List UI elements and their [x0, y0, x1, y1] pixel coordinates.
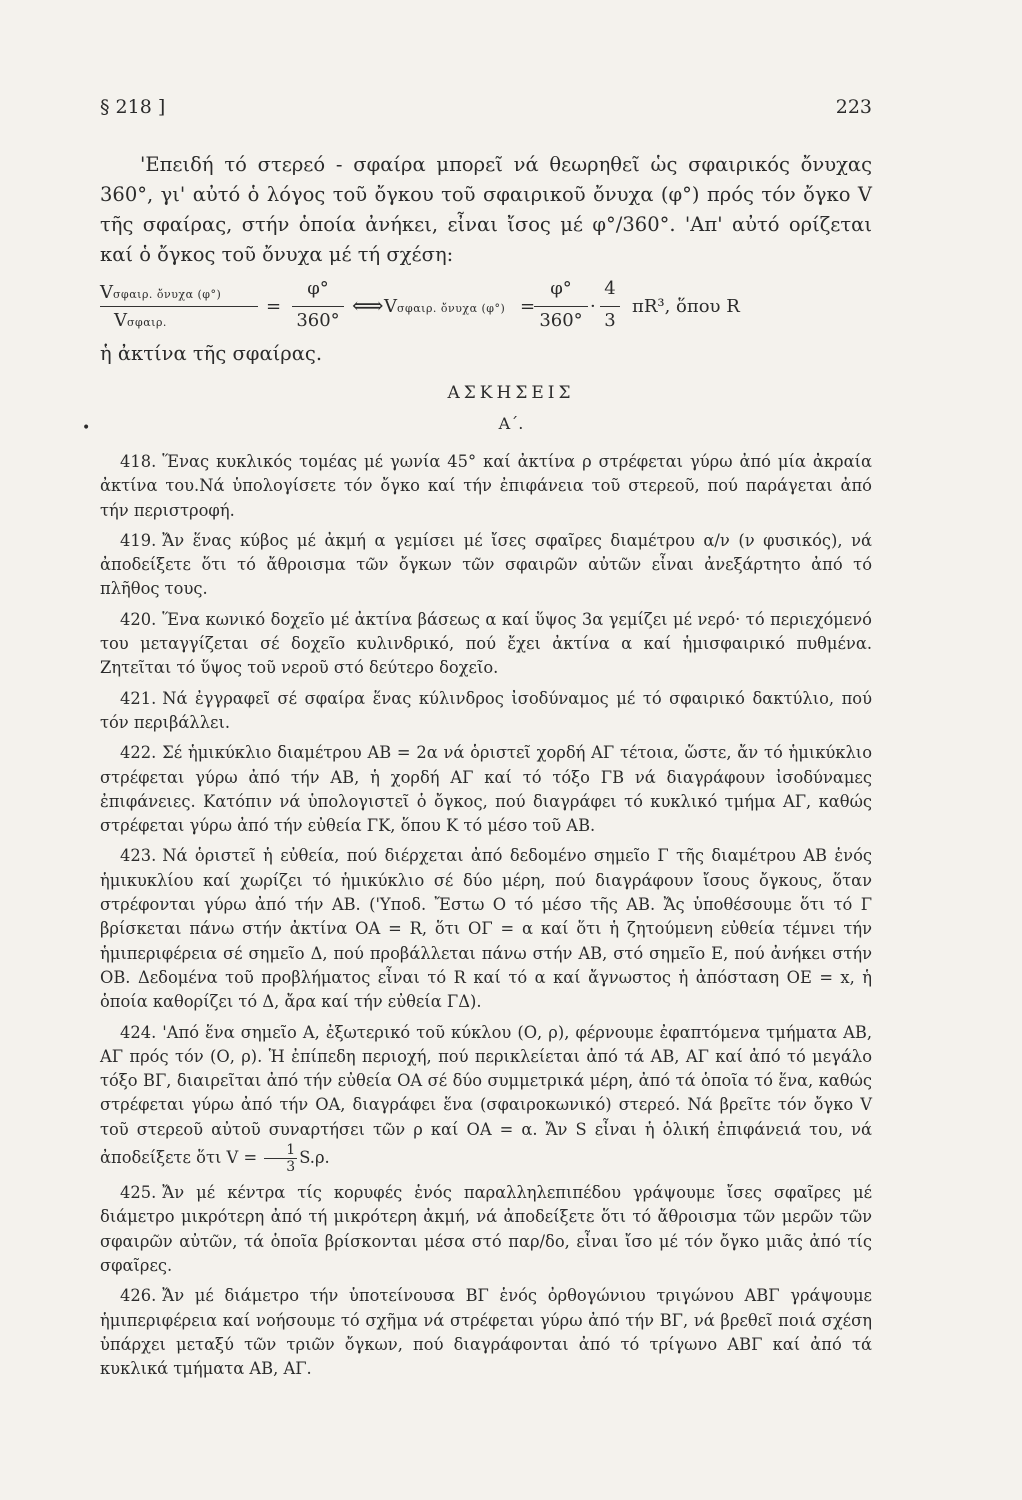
exercise-text: Ἄν μέ κέντρα τίς κορυφές ἑνός παραλληλεπιπέδου γράψουμε ἴσες σφαῖρες μέ διάμετρο μικρότερη ἀπό τή μικρότερη ἀκμή, νά ἀποδείξετε ὅτι τό ἄθροισμα τῶν μερῶν τῶν σφαιρῶν αὐτῶν, τά ὁποῖα βρίσκονται μέσα στό παρ/δο, εἶναι ἴσο μέ τόν ὄγκο μιᾶς ἀπό τίς σφαῖρες. [100, 1183, 872, 1275]
equals-sign: = [266, 296, 282, 317]
exercise-424 [100, 1021, 872, 1175]
exercise-text: Ἕνα κωνικό δοχεῖο μέ ἀκτίνα βάσεως α καί ὕψος 3α γεμίζει μέ νερό· τό περιεχόμενό του μεταγγίζεται σέ δοχεῖο κυλινδρικό, πού ἔχει ἀκτίνα α καί ἡμισφαιρικό πυθμένα. Ζητεῖται τό ὕψος τοῦ νεροῦ στό δεύτερο δοχεῖο. [100, 609, 872, 678]
formula-symbol: V [114, 310, 127, 331]
formula-lhs-denominator [114, 310, 167, 331]
section-title: ΑΣΚΗΣΕΙΣ [447, 383, 575, 403]
volume-formula [100, 278, 880, 340]
exercise-418 [100, 450, 872, 523]
subsection-title: Α΄. [498, 414, 524, 433]
fraction-bar [534, 306, 588, 307]
exercise-number: 420. [120, 609, 157, 629]
exercise-number: 422. [120, 743, 157, 763]
exercise-number: 424. [120, 1022, 157, 1042]
exercise-text-tail: S.ρ. [299, 1148, 330, 1168]
exercise-number: 418. [120, 452, 157, 471]
exercise-text: Ἄν μέ διάμετρο τήν ὑποτείνουσα ΒΓ ἑνός ὀρθογώνιου τριγώνου ΑΒΓ γράψουμε ἡμιπεριφέρεια καί νοήσουμε τό σχῆμα νά στρέφεται γύρω ἀπό τήν ΒΓ, νά βρεθεῖ ποιά σχέση ὑπάρχει μεταξύ τῶν τριῶν ὄγκων, πού διαγράφονται ἀπό τό τρίγωνο ΑΒΓ καί ἀπό τά κυκλικά τμήματα ΑΒ, ΑΓ. [100, 1286, 872, 1379]
frac3-denominator: 3 [604, 310, 616, 331]
fraction-numerator: 1 [264, 1142, 297, 1159]
fraction-denominator: 3 [286, 1159, 296, 1176]
frac3-numerator: 4 [604, 278, 616, 299]
exercise-426 [100, 1284, 872, 1381]
page-number: 223 [835, 96, 872, 118]
margin-mark: • [82, 420, 91, 436]
exercise-422 [100, 741, 872, 838]
one-third-fraction [264, 1142, 297, 1175]
exercise-420 [100, 608, 872, 681]
formula-continuation: ἡ ἀκτίνα τῆς σφαίρας. [100, 342, 323, 365]
frac1-numerator: φ° [307, 278, 329, 299]
fraction-bar [100, 306, 258, 307]
exercise-number: 425. [120, 1183, 157, 1203]
formula-symbol: V [384, 296, 397, 317]
equivalence-arrow: ⟺ [352, 294, 384, 319]
exercise-419 [100, 529, 872, 602]
page-header [100, 96, 872, 126]
formula-rhs-volume [384, 296, 505, 317]
formula-subscript: σφαιρ. ὄνυχα (φ°) [113, 288, 222, 301]
formula-lhs-numerator [100, 282, 221, 303]
exercise-421 [100, 687, 872, 736]
exercise-text: Σέ ἡμικύκλιο διαμέτρου ΑΒ = 2α νά ὁριστεῖ χορδή ΑΓ τέτοια, ὥστε, ἄν τό ἡμικύκλιο στρέφεται γύρω ἀπό τήν ΑΒ, ἡ χορδή ΑΓ καί τό τόξο ΓΒ νά διαγράφουν ἰσοδύναμες ἐπιφάνειες. Κατόπιν νά ὑπολογιστεῖ ὁ ὄγκος, πού διαγράφει τό κυκλικό τμήμα ΑΓ, καθώς στρέφεται γύρω ἀπό τήν εὐθεία ΓΚ, ὅπου Κ τό μέσο τοῦ ΑΒ. [100, 743, 872, 836]
exercise-423 [100, 844, 872, 1014]
exercise-text: 'Από ἕνα σημεῖο Α, ἐξωτερικό τοῦ κύκλου (Ο, ρ), φέρνουμε ἐφαπτόμενα τμήματα ΑΒ, ΑΓ πρός τόν (Ο, ρ). Ἡ ἐπίπεδη περιοχή, πού περικλείεται ἀπό τά ΑΒ, ΑΓ καί ἀπό τό μεγάλο τόξο ΒΓ, διαιρεῖται ἀπό τήν εὐθεία ΟΑ σέ δύο συμμετρικά μέρη, ἀπό τά ὁποῖα τό ἕνα, καθώς στρέφεται γύρω ἀπό τήν ΟΑ, διαγράφει ἕνα (σφαιροκωνικό) στερεό. Νά βρεῖτε τόν ὄγκο V τοῦ στερεοῦ αὐτοῦ συναρτήσει τῶν ρ καί ΟΑ = α. Ἄν S εἶναι ἡ ὁλική ἐπιφάνειά του, νά ἀποδείξετε ὅτι V = [100, 1022, 872, 1168]
fraction-bar [600, 306, 620, 307]
formula-subscript: σφαιρ. ὄνυχα (φ°) [397, 302, 506, 315]
multiplication-dot: · [590, 296, 596, 317]
exercise-list [100, 450, 872, 1387]
exercise-number: 421. [120, 688, 157, 708]
intro-paragraph [100, 150, 872, 270]
exercise-text: Νά ὁριστεῖ ἡ εὐθεία, πού διέρχεται ἀπό δεδομένο σημεῖο Γ τῆς διαμέτρου ΑΒ ἑνός ἡμικυκλίου καί χωρίζει τό ἡμικύκλιο σέ δύο μέρη, πού διαγράφουν ἴσους ὄγκους, ὅταν στρέφονται γύρω ἀπό τήν ΑΒ. ('Υποδ. Ἔστω Ο τό μέσο τῆς ΑΒ. Ἄς ὑποθέσουμε ὅτι τό Γ βρίσκεται πάνω στήν ἀκτίνα ΟΑ = R, ὅτι ΟΓ = α καί ὅτι ἡ ζητούμενη εὐθεία τέμνει τήν ἡμιπεριφέρεια σέ σημεῖο Δ, πού προβάλλεται πάνω στήν ΑΒ, στό σημεῖο Ε, πού ἀνήκει στήν ΟΒ. Δεδομένα τοῦ προβλήματος εἶναι τό R καί τό α καί ἄγνωστος ἡ ἀπόσταση ΟΕ = x, ἡ ὁποία καθορίζει τό Δ, ἄρα καί τήν εὐθεία ΓΔ). [100, 846, 872, 1012]
frac2-numerator: φ° [550, 278, 572, 299]
exercise-text: Ἄν ἕνας κύβος μέ ἀκμή α γεμίσει μέ ἴσες σφαῖρες διαμέτρου α/ν (ν φυσικός), νά ἀποδείξετε ὅτι τό ἄθροισμα τῶν ὄγκων τῶν σφαιρῶν αὐτῶν εἶναι ἀνεξάρτητο ἀπό τό πλῆθος τους. [100, 530, 872, 599]
intro-text: 'Επειδή τό στερεό - σφαίρα μπορεῖ νά θεωρηθεῖ ὡς σφαιρικός ὄνυχας 360°, γι' αὐτό ὁ λόγος τοῦ ὄγκου τοῦ σφαιρικοῦ ὄνυχα (φ°) πρός τόν ὄγκο V τῆς σφαίρας, στήν ὁποία ἀνήκει, εἶναι ἴσος μέ φ°/360°. 'Απ' αὐτό ορίζεται καί ὁ ὄγκος τοῦ ὄνυχα μέ τή σχέση: [100, 153, 872, 266]
formula-symbol: V [100, 282, 113, 303]
exercise-number: 423. [120, 846, 157, 866]
fraction-bar [292, 306, 344, 307]
exercise-text: Νά ἐγγραφεῖ σέ σφαίρα ἕνας κύλινδρος ἰσοδύναμος μέ τό σφαιρικό δακτύλιο, πού τόν περιβάλλει. [100, 688, 872, 732]
section-reference: § 218 ] [100, 96, 166, 118]
exercise-number: 419. [120, 530, 157, 550]
exercise-number: 426. [120, 1286, 157, 1306]
frac2-denominator: 360° [539, 310, 583, 331]
exercise-425 [100, 1181, 872, 1278]
equals-sign: = [520, 296, 536, 317]
frac1-denominator: 360° [296, 310, 340, 331]
formula-subscript: σφαιρ. [127, 316, 167, 329]
formula-tail: πR³, ὅπου R [632, 296, 740, 317]
exercise-text: Ἕνας κυκλικός τομέας μέ γωνία 45° καί ἀκτίνα ρ στρέφεται γύρω ἀπό μία ἀκραία ἀκτίνα του.Νά ὑπολογίσετε τόν ὄγκο καί τήν ἐπιφάνεια τοῦ στερεοῦ, πού παράγεται ἀπό τήν περιστροφή. [100, 452, 872, 520]
